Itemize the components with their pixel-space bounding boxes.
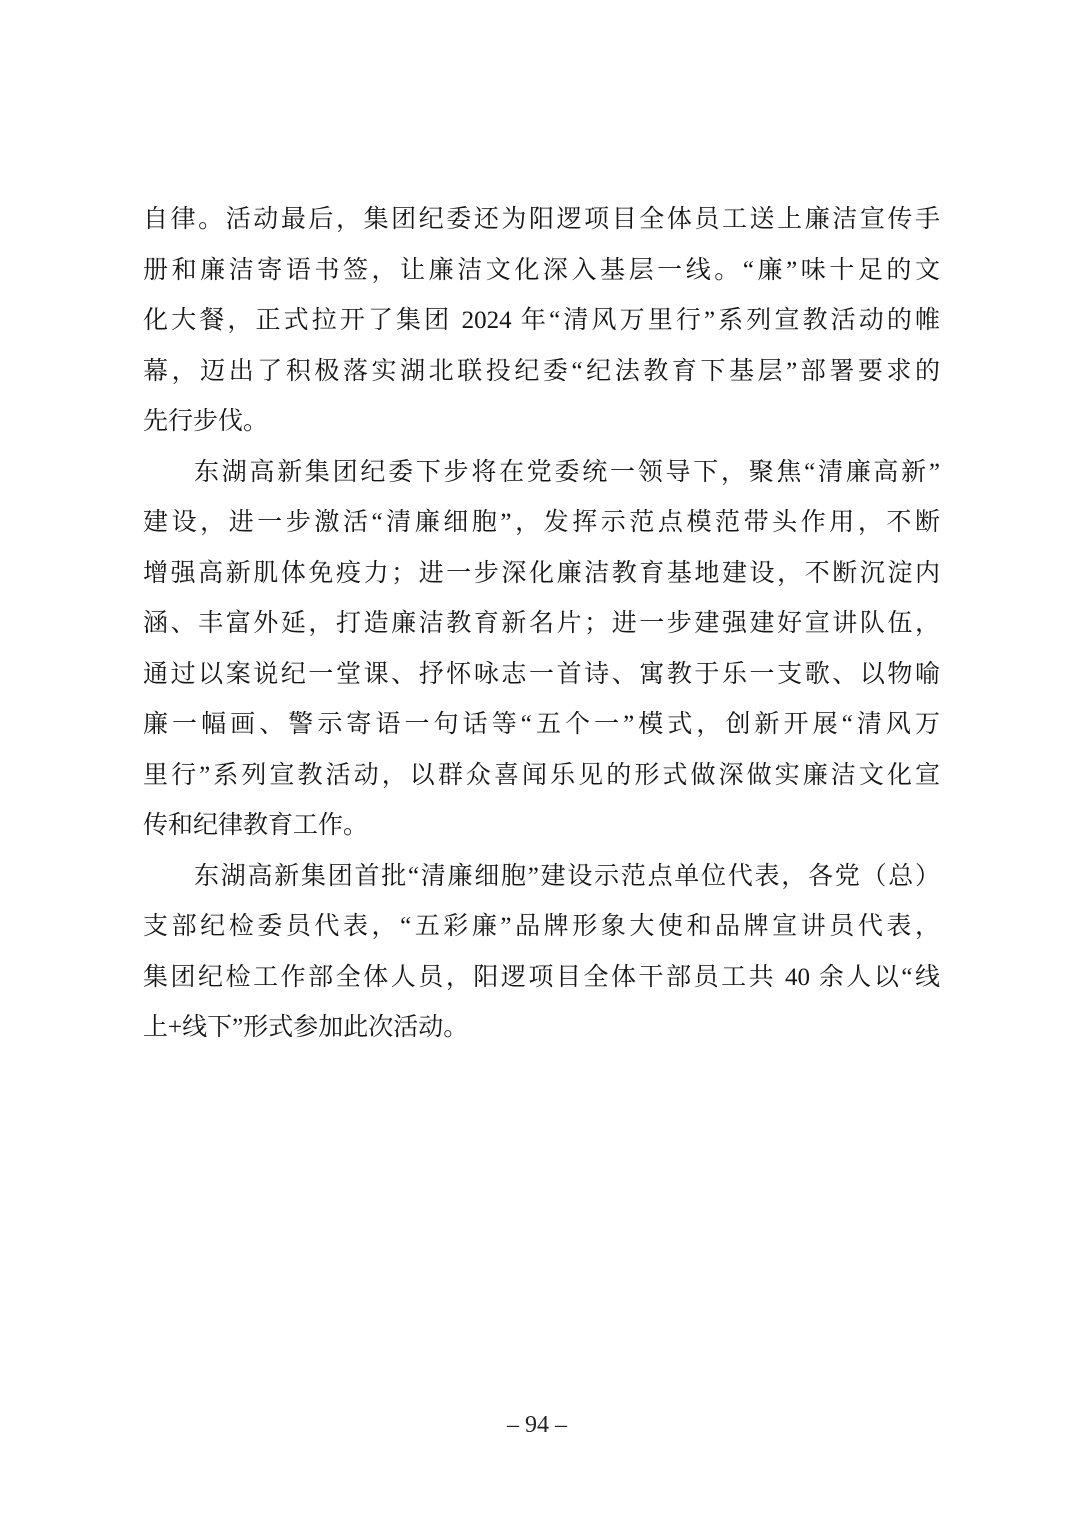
text-line: 涵、丰富外延，打造廉洁教育新名片；进一步建强建好宣讲队伍，	[143, 610, 940, 637]
text-line: 传和纪律教育工作。	[143, 812, 369, 839]
text-line: 自律。活动最后，集团纪委还为阳逻项目全体员工送上廉洁宣传手	[143, 206, 940, 233]
text-line: 东湖高新集团首批“清廉细胞”建设示范点单位代表，各党（总）	[194, 862, 940, 890]
text-line: 增强高新肌体免疫力；进一步深化廉洁教育基地建设，不断沉淀内	[143, 559, 940, 587]
document-body	[143, 195, 940, 1054]
text-line: 幕，迈出了积极落实湖北联投纪委“纪法教育下基层”部署要求的	[143, 357, 940, 385]
paragraph-1	[143, 195, 940, 448]
page-number: – 94 –	[507, 1412, 567, 1438]
text-line: 化大餐，正式拉开了集团 2024 年“清风万里行”系列宣教活动的帷	[143, 307, 940, 334]
text-line: 东湖高新集团纪委下步将在党委统一领导下，聚焦“清廉高新”	[194, 458, 940, 486]
text-line: 上+线下”形式参加此次活动。	[143, 1014, 469, 1041]
text-line: 先行步伐。	[143, 408, 269, 435]
text-line: 册和廉洁寄语书签，让廉洁文化深入基层一线。“廉”味十足的文	[143, 256, 940, 284]
paragraph-3	[143, 852, 940, 1054]
text-line: 里行”系列宣教活动，以群众喜闻乐见的形式做深做实廉洁文化宣	[143, 761, 940, 789]
text-line: 建设，进一步激活“清廉细胞”，发挥示范点模范带头作用，不断	[143, 509, 940, 536]
text-line: 廉一幅画、警示寄语一句话等“五个一”模式，创新开展“清风万	[143, 711, 940, 738]
text-line: 集团纪检工作部全体人员，阳逻项目全体干部员工共 40 余人以“线	[143, 963, 940, 991]
text-line: 通过以案说纪一堂课、抒怀咏志一首诗、寓教于乐一支歌、以物喻	[143, 660, 940, 688]
text-line: 支部纪检委员代表，“五彩廉”品牌形象大使和品牌宣讲员代表，	[143, 913, 940, 940]
page-footer	[0, 1410, 1074, 1440]
paragraph-2	[143, 448, 940, 852]
